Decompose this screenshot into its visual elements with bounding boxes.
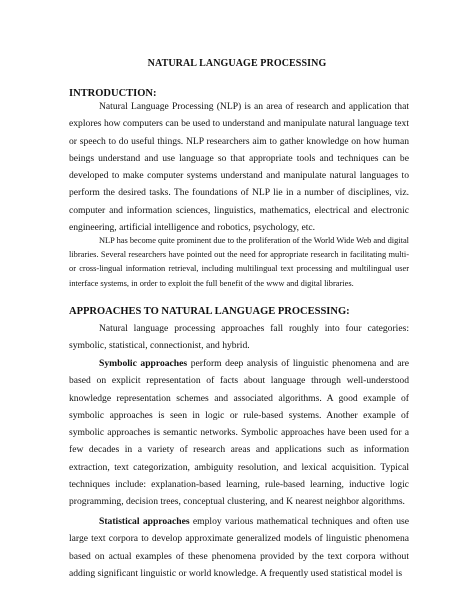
statistical-approaches-term: Statistical approaches xyxy=(99,516,190,527)
symbolic-approaches-paragraph xyxy=(69,355,409,511)
symbolic-approaches-term: Symbolic approaches xyxy=(99,358,188,369)
intro-paragraph-2: NLP has become quite prominent due to the proliferation of the World Wide Web and digital libraries. Several researchers have pointed out the need for appropriate research in facilitating multi- or cross-lingual information retrieval, including multilingual text processing and multilingual user interface systems, in order to exploit the full benefit of the www and digital libraries. xyxy=(69,236,409,288)
symbolic-approaches-text: perform deep analysis of linguistic phenomena and are based on explicit representation of facts about language through well-understood knowledge representation schemes and associated algorithms. A good example of symbolic approaches is seen in logic or rule-based systems. Another example of symbolic approaches is semantic networks. Symbolic approaches have been used for a few decades in a variety of research areas and applications such as information extraction, text categorization, ambiguity resolution, and lexical acquisition. Typical techniques include: explanation-based learning, rule-based learning, inductive logic programming, decision trees, conceptual clustering, and K nearest neighbor algorithms. xyxy=(69,358,409,508)
document-title: NATURAL LANGUAGE PROCESSING xyxy=(147,58,327,69)
statistical-approaches-text: employ various mathematical techniques and often use large text corpora to develop approximate generalized models of linguistic phenomena based on actual examples of these phenomena provided by the text corpora without adding significant linguistic or world knowledge. A frequently used statistical model is xyxy=(69,516,409,579)
approaches-heading: APPROACHES TO NATURAL LANGUAGE PROCESSING: xyxy=(69,306,350,317)
approaches-paragraph: Natural language processing approaches fall roughly into four categories: symbolic, statistical, connectionist, and hybrid. xyxy=(69,323,409,352)
intro-paragraph-1: Natural Language Processing (NLP) is an area of research and application that explores how computers can be used to understand and manipulate natural language text or speech to do useful things. NLP researchers aim to gather knowledge on how human beings understand and use language so that appropriate tools and techniques can be developed to make computer systems understand and manipulate natural languages to perform the desired tasks. The foundations of NLP lie in a number of disciplines, viz. computer and information sciences, linguistics, mathematics, electrical and electronic engineering, artificial intelligence and robotics, psychology, etc. xyxy=(69,101,409,234)
introduction-heading: INTRODUCTION: xyxy=(69,88,157,99)
statistical-approaches-paragraph xyxy=(69,513,409,582)
